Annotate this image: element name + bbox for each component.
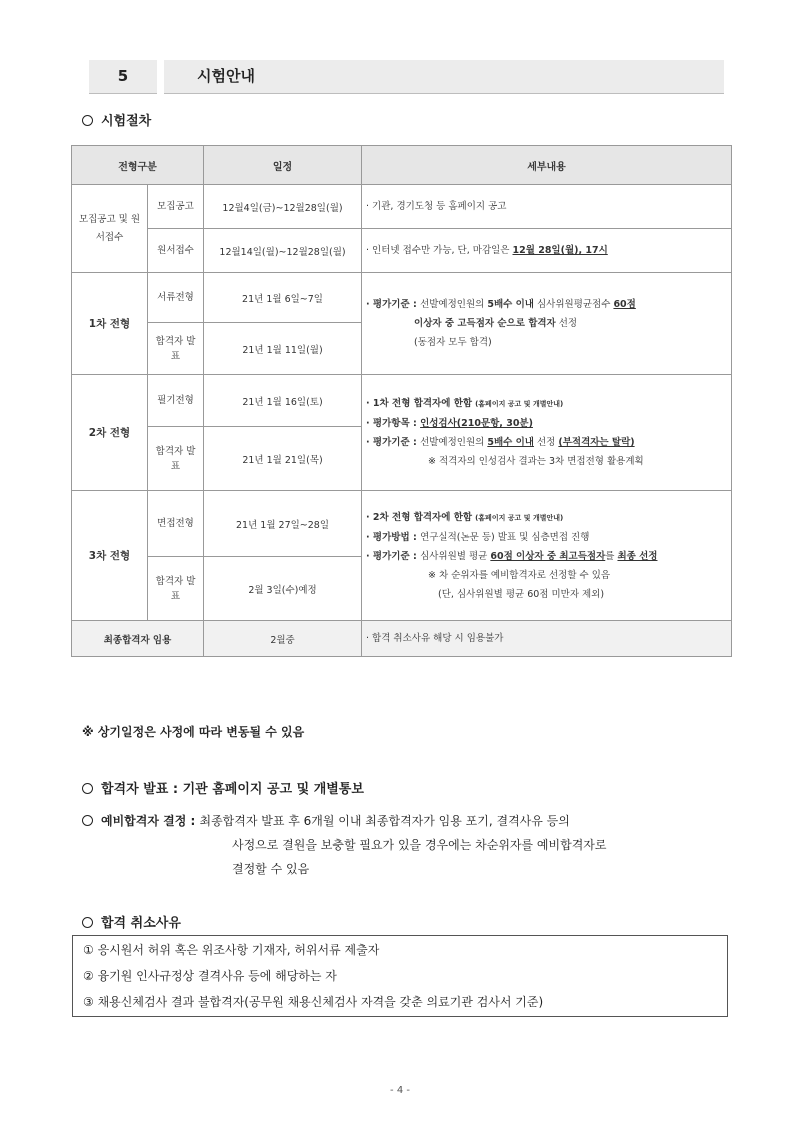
sub-first-result: 합격자 발표 xyxy=(148,323,204,375)
table-row xyxy=(72,621,732,657)
schedule-note: ※ 상기일정은 사정에 따라 변동될 수 있음 xyxy=(82,725,305,739)
date-doc: 21년 1월 6일~7일 xyxy=(204,273,362,323)
circle-bullet-icon xyxy=(82,783,93,794)
sub-notice: 모집공고 xyxy=(148,185,204,229)
sub-second-result: 합격자 발표 xyxy=(148,427,204,491)
procedure-heading: 시험절차 xyxy=(82,110,151,129)
detail-receipt: · 인터넷 접수만 가능, 단, 마감일은 12월 28일(월), 17시 xyxy=(362,229,732,273)
date-third-result: 2월 3일(수)예정 xyxy=(204,557,362,621)
list-item: ① 응시원서 허위 혹은 위조사항 기재자, 허위서류 제출자 xyxy=(83,943,380,957)
stage-second: 2차 전형 xyxy=(72,375,148,491)
stage-final: 최종합격자 임용 xyxy=(72,621,204,657)
stage-apply: 모집공고 및 원서접수 xyxy=(72,185,148,273)
page-number: - 4 - xyxy=(390,1085,410,1096)
section-number: 5 xyxy=(89,60,157,94)
header-stage: 전형구분 xyxy=(72,146,204,185)
table-row xyxy=(72,273,732,323)
announce-line: 합격자 발표 : 기관 홈페이지 공고 및 개별통보 xyxy=(82,778,364,797)
stage-first: 1차 전형 xyxy=(72,273,148,375)
sub-receipt: 원서접수 xyxy=(148,229,204,273)
cancel-reasons-box xyxy=(72,935,728,1017)
detail-notice: · 기관, 경기도청 등 홈페이지 공고 xyxy=(362,185,732,229)
sub-third-result: 합격자 발표 xyxy=(148,557,204,621)
sub-doc: 서류전형 xyxy=(148,273,204,323)
reserve-section: 예비합격자 결정 : 최종합격자 발표 후 6개월 이내 최종합격자가 임용 포기, 결격사유 등의 사정으로 결원을 보충할 필요가 있을 경우에는 차순위자를 예비합격자로 결정할 수 있음 xyxy=(82,812,732,884)
detail-final: · 합격 취소사유 해당 시 임용불가 xyxy=(362,621,732,657)
sub-test: 필기전형 xyxy=(148,375,204,427)
detail-first: · 평가기준 : 선발예정인원의 5배수 이내 심사위원평균점수 60점 이상자 중 고득점자 순으로 합격자 선정 (동점자 모두 합격) xyxy=(362,273,732,375)
schedule-table xyxy=(71,145,732,657)
sub-interview: 면접전형 xyxy=(148,491,204,557)
table-row xyxy=(72,185,732,229)
section-title: 시험안내 xyxy=(164,60,724,94)
date-test: 21년 1월 16일(토) xyxy=(204,375,362,427)
date-notice: 12월4일(금)~12월28일(월) xyxy=(204,185,362,229)
list-item: ③ 채용신체검사 결과 불합격자(공무원 채용신체검사 자격을 갖춘 의료기관 검사서 기준) xyxy=(83,995,544,1009)
circle-bullet-icon xyxy=(82,917,93,928)
date-final: 2월중 xyxy=(204,621,362,657)
date-first-result: 21년 1월 11일(월) xyxy=(204,323,362,375)
table-header-row xyxy=(72,146,732,185)
table-row xyxy=(72,375,732,427)
list-item: ② 융기원 인사규정상 결격사유 등에 해당하는 자 xyxy=(83,969,337,983)
stage-third: 3차 전형 xyxy=(72,491,148,621)
circle-bullet-icon xyxy=(82,115,93,126)
detail-third: · 2차 전형 합격자에 한함 (홈페이지 공고 및 개별안내) · 평가방법 : 연구실적(논문 등) 발표 및 심층면접 진행 · 평가기준 : 심사위원별 평균 60점 이상자 중 최고득점자를 최종 선정 ※ 차 순위자를 예비합격자로 선정할 수 있음 (단, 심사위원별 평균 60점 미만자 제외) xyxy=(362,491,732,621)
header-date: 일정 xyxy=(204,146,362,185)
date-interview: 21년 1월 27일~28일 xyxy=(204,491,362,557)
date-second-result: 21년 1월 21일(목) xyxy=(204,427,362,491)
date-receipt: 12월14일(월)~12월28일(월) xyxy=(204,229,362,273)
cancel-heading: 합격 취소사유 xyxy=(82,912,181,931)
circle-bullet-icon xyxy=(82,815,93,826)
table-row xyxy=(72,491,732,557)
table-row xyxy=(72,229,732,273)
header-detail: 세부내용 xyxy=(362,146,732,185)
detail-second: · 1차 전형 합격자에 한함 (홈페이지 공고 및 개별안내) · 평가항목 : 인성검사(210문항, 30분) · 평가기준 : 선발예정인원의 5배수 이내 선정 (부적격자는 탈락) ※ 적격자의 인성검사 결과는 3차 면접전형 활용계획 xyxy=(362,375,732,491)
